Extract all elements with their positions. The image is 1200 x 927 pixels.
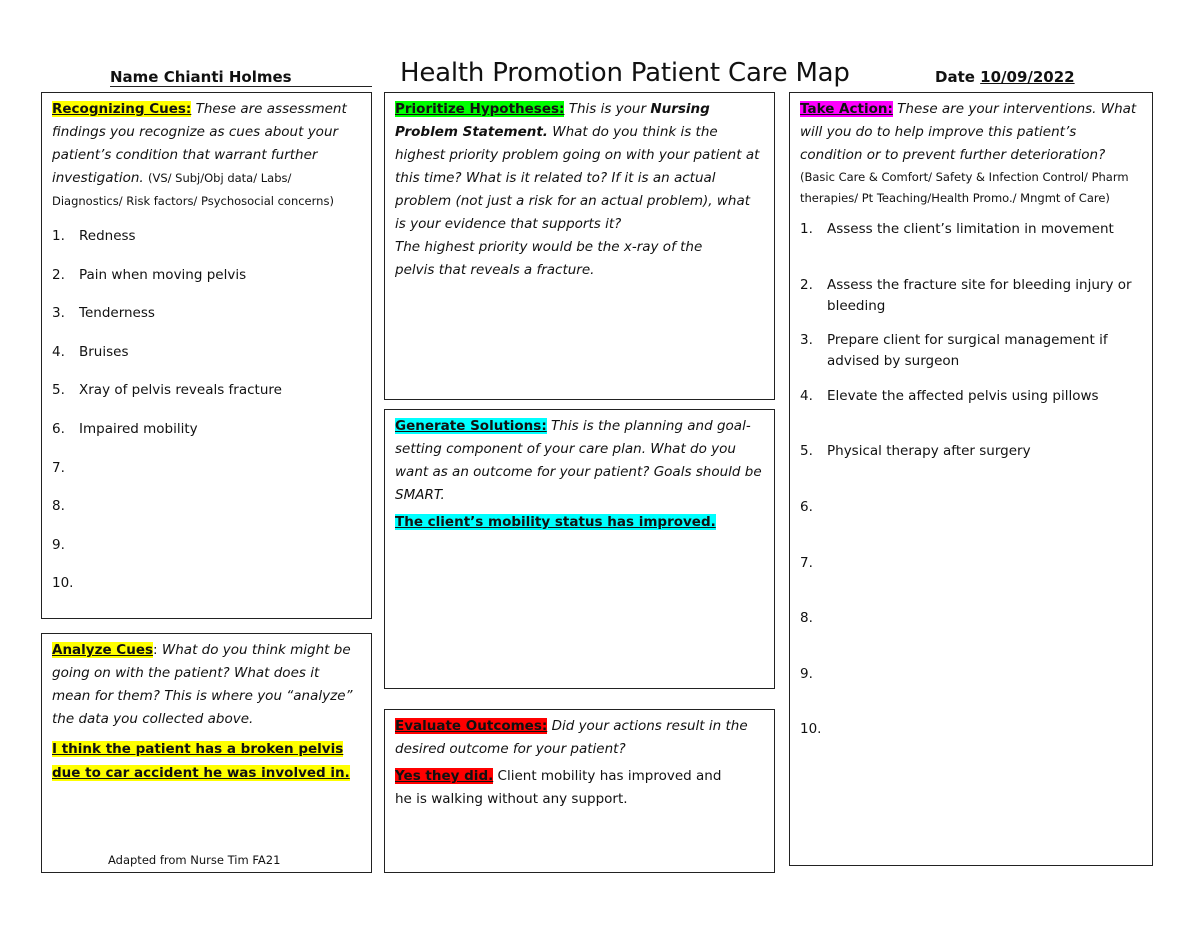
prioritize-hypotheses-label: Prioritize Hypotheses: bbox=[395, 101, 565, 117]
list-item: 1. Redness bbox=[52, 228, 136, 244]
evaluate-outcomes-box bbox=[384, 709, 775, 873]
generate-solutions-label: Generate Solutions: bbox=[395, 418, 547, 434]
list-item: 7. bbox=[52, 459, 65, 476]
analyze-cues-prompt: Analyze Cues: What do you think might be going on with the patient? What does it mean for them? This is where you “analyze” the data you collected above. bbox=[52, 642, 353, 727]
date-label: Date bbox=[935, 68, 975, 86]
evaluate-outcomes-label: Evaluate Outcomes: bbox=[395, 718, 548, 734]
list-item: 7. bbox=[800, 554, 813, 571]
list-item: 6. Impaired mobility bbox=[52, 420, 198, 437]
list-item: 4. Elevate the affected pelvis using pillows bbox=[800, 387, 1099, 404]
list-item: 9. bbox=[52, 536, 65, 553]
list-item: 3. Prepare client for surgical management if advised by surgeon bbox=[800, 332, 1108, 370]
list-item: 10. bbox=[800, 721, 822, 738]
analyze-cues-box bbox=[41, 633, 372, 873]
adapted-from-note: Adapted from Nurse Tim FA21 bbox=[108, 853, 281, 867]
list-item: 9. bbox=[800, 665, 813, 682]
recognizing-cues-label: Recognizing Cues: bbox=[52, 101, 192, 117]
recognizing-cues-box bbox=[41, 92, 372, 619]
list-item: 4. Bruises bbox=[52, 343, 129, 360]
list-item: 6. bbox=[800, 498, 813, 515]
page-title: Health Promotion Patient Care Map bbox=[400, 58, 850, 88]
generate-solutions-box bbox=[384, 409, 775, 689]
list-item: 3. Tenderness bbox=[52, 305, 155, 322]
recognizing-cues-prompt: Recognizing Cues: These are assessment findings you recognize as cues about your patient’s condition that warrant further investigation. (VS/ Subj/Obj data/ Labs/ Diagnostics/ Risk factors/ Psychosocial concerns) bbox=[52, 101, 347, 208]
analyze-cues-label: Analyze Cues bbox=[52, 642, 154, 658]
list-item: 2. Assess the fracture site for bleeding injury or bleeding bbox=[800, 276, 1132, 314]
list-item: 1. Assess the client’s limitation in movement bbox=[800, 221, 1114, 237]
list-item: 5. Physical therapy after surgery bbox=[800, 443, 1031, 460]
name-label: Name bbox=[110, 68, 159, 86]
date-value: 10/09/2022 bbox=[980, 68, 1075, 86]
name-value: Chianti Holmes bbox=[163, 68, 292, 86]
list-item: 8. bbox=[52, 498, 65, 515]
evaluate-outcomes-answer: Yes they did. Client mobility has improved and he is walking without any support. bbox=[395, 768, 722, 807]
take-action-prompt: Take Action: These are your interventions. What will you do to help improve this patient’s condition or to prevent further deterioration? (Basic Care & Comfort/ Safety & Infection Control/ Pharm therapies/ Pt Teaching/Health Promo./ Mngmt of Care) bbox=[800, 98, 1142, 209]
recognizing-cues-note: (VS/ Subj/Obj data/ Labs/ Diagnostics/ Risk factors/ Psychosocial concerns) bbox=[52, 171, 334, 208]
prioritize-hypotheses-prompt: Prioritize Hypotheses: This is your Nursing Problem Statement. What do you think is the highest priority problem going on with your patient at this time? What is it related to? If it is an actual problem (not just a risk for an actual problem), what is your evidence that supports it? bbox=[395, 101, 760, 232]
take-action-note: (Basic Care & Comfort/ Safety & Infection Control/ Pharm therapies/ Pt Teaching/Health Promo./ Mngmt of Care) bbox=[800, 170, 1129, 205]
name-field bbox=[110, 68, 372, 87]
take-action-list bbox=[800, 219, 1142, 775]
list-item: 8. bbox=[800, 610, 813, 627]
evaluate-outcomes-prompt: Evaluate Outcomes: Did your actions result in the desired outcome for your patient? bbox=[395, 718, 748, 757]
generate-solutions-answer: The client’s mobility status has improved. bbox=[395, 514, 716, 530]
analyze-cues-answer: I think the patient has a broken pelvis due to car accident he was involved in. bbox=[52, 741, 350, 781]
list-item: 2. Pain when moving pelvis bbox=[52, 266, 247, 283]
list-item: 5. Xray of pelvis reveals fracture bbox=[52, 382, 282, 399]
take-action-label: Take Action: bbox=[800, 101, 893, 117]
prioritize-hypotheses-box bbox=[384, 92, 775, 400]
prioritize-hypotheses-answer: The highest priority would be the x-ray of the pelvis that reveals a fracture. bbox=[395, 239, 703, 278]
date-field bbox=[935, 68, 1088, 86]
recognizing-cues-list bbox=[52, 225, 361, 611]
take-action-box bbox=[789, 92, 1153, 866]
generate-solutions-prompt: Generate Solutions: This is the planning and goal-setting component of your care plan. What do you want as an outcome for your patient? Goals should be SMART. bbox=[395, 418, 762, 503]
list-item: 10. bbox=[52, 575, 74, 592]
